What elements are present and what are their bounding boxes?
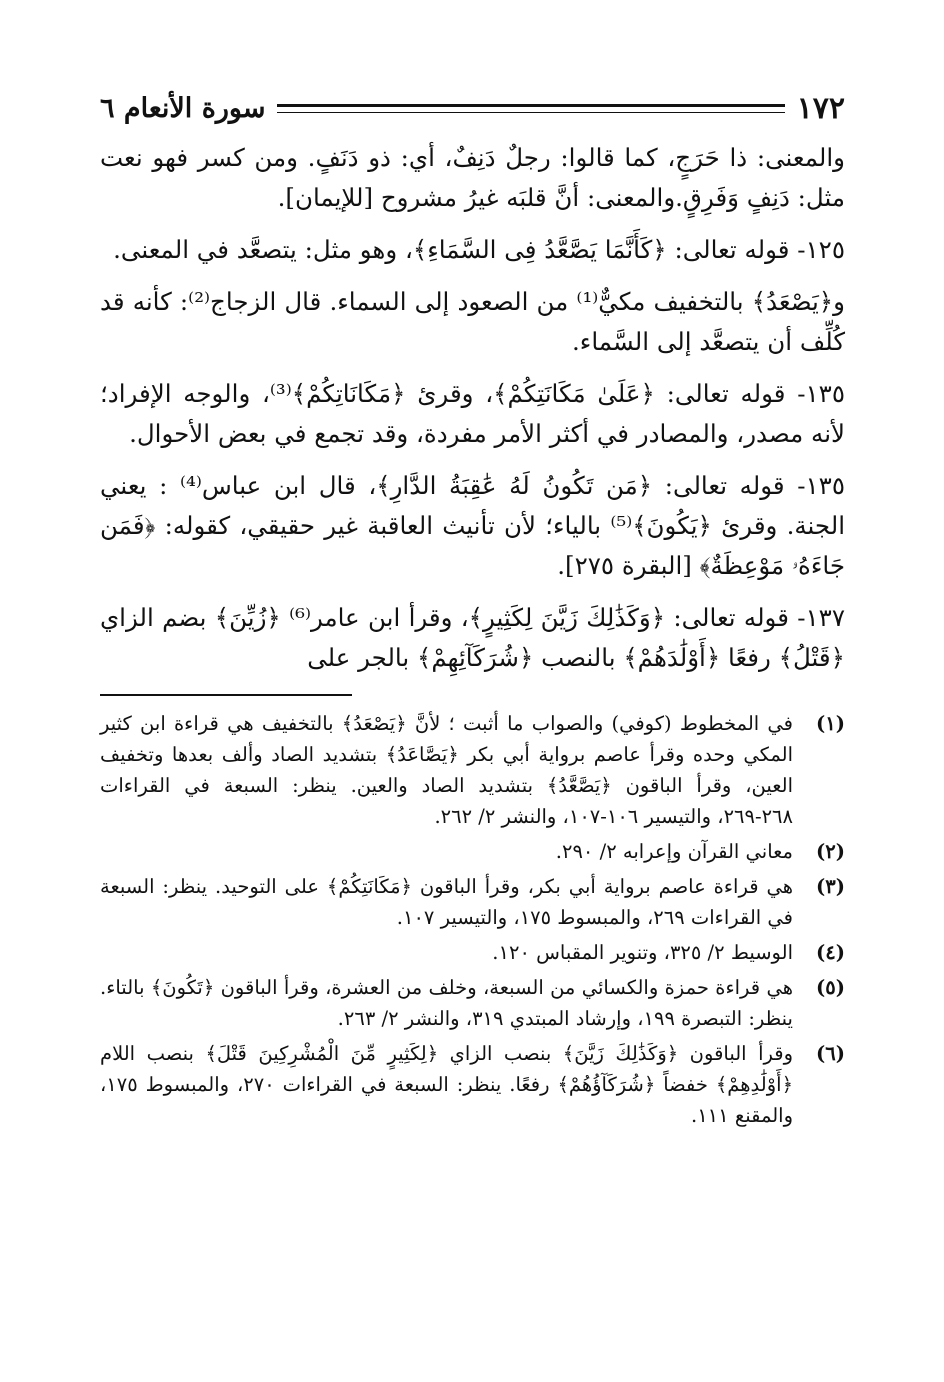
footnote-text: معاني القرآن وإعرابه ٢/ ٢٩٠. bbox=[555, 840, 793, 863]
paragraph: ١٣٥- قوله تعالى: ﴿عَلَىٰ مَكَانَتِكُمْ﴾، وقرئ ﴿مَكَانَاتِكُمْ﴾⁽³⁾، والوجه الإفراد؛ لأنه مصدر، والمصادر في أكثر الأمر مفردة، وقد تجمع في بعض الأحوال. bbox=[100, 379, 845, 448]
footnote bbox=[100, 836, 845, 867]
footnote-text: في المخطوط (كوفي) والصواب ما أثبت ؛ لأنَّ ﴿يَصْعَدُ﴾ بالتخفيف هي قراءة ابن كثير المكي وحده وقرأ عاصم برواية أبي بكر ﴿يَصَّاعَدُ﴾ بتشديد الصاد وألف بعدها وتخفيف العين، وقرأ الباقون ﴿يَصَّعَّدُ﴾ بتشديد الصاد والعين. ينظر: السبعة في القراءات ٢٦٨-٢٦٩، والتيسير ١٠٦-١٠٧، والنشر ٢/ ٢٦٢. bbox=[100, 712, 793, 828]
footnote bbox=[100, 937, 845, 968]
paragraph: و﴿يَصْعَدُ﴾ بالتخفيف مكيٌّ⁽¹⁾ من الصعود إلى السماء. قال الزجاج⁽²⁾: كأنه قد كُلِّف أن يتصعَّد إلى السَّماء. bbox=[100, 287, 845, 356]
paragraph: والمعنى: ذا حَرَجٍ، كما قالوا: رجلٌ دَنِفٌ، أي: ذو دَنَفٍ. ومن كسر فهو نعت مثل: دَنِفٍ وَفَرِقٍ.والمعنى: أنَّ قلبَه غيرُ مشروح [للإيمان]. bbox=[100, 143, 845, 212]
header-rule bbox=[277, 104, 784, 113]
footnote-text: هي قراءة عاصم برواية أبي بكر، وقرأ الباقون ﴿مَكَانَتِكُمْ﴾ على التوحيد. ينظر: السبعة في القراءات ٢٦٩، والمبسوط ١٧٥، والتيسير ١٠٧. bbox=[100, 875, 793, 929]
section-title: سورة الأنعام ٦ bbox=[100, 92, 266, 124]
book-page bbox=[100, 86, 845, 1135]
footnote-text: وقرأ الباقون ﴿وَكَذَٰلِكَ زَيَّنَ﴾ بنصب الزاي ﴿لِكَثِيرٍ مِّنَ الْمُشْرِكِينَ قَتْلَ﴾ بنصب اللام ﴿أَوْلَٰدِهِمْ﴾ خفضاً ﴿شُرَكَآؤُهُمْ﴾ رفعًا. ينظر: السبعة في القراءات ٢٧٠، والمبسوط ١٧٥، والمقنع ١١١. bbox=[100, 1042, 793, 1127]
footnote-mark: (٢) bbox=[816, 840, 845, 863]
footnotes bbox=[100, 708, 845, 1131]
paragraph: ١٢٥- قوله تعالى: ﴿كَأَنَّمَا يَصَّعَّدُ فِى السَّمَاءِ﴾، وهو مثل: يتصعَّد في المعنى. bbox=[113, 235, 845, 264]
footnote bbox=[100, 972, 845, 1034]
footnote-mark: (٥) bbox=[816, 976, 845, 999]
footnote-mark: (٤) bbox=[816, 941, 845, 964]
paragraph: ١٣٧- قوله تعالى: ﴿وَكَذَٰلِكَ زَيَّنَ لِكَثِيرٍ﴾، وقرأ ابن عامر⁽⁶⁾ ﴿زُيِّنَ﴾ بضم الزاي ﴿قَتْلُ﴾ رفعًا ﴿أَوْلَٰدَهُمْ﴾ بالنصب ﴿شُرَكَآئِهِمْ﴾ بالجر على bbox=[100, 603, 845, 672]
footnote bbox=[100, 1038, 845, 1131]
running-head bbox=[100, 86, 845, 130]
paragraph: ١٣٥- قوله تعالى: ﴿مَن تَكُونُ لَهُ عَٰقِبَةُ الدَّارِ﴾، قال ابن عباس⁽⁴⁾ : يعني الجنة. وقرئ ﴿يَكُونَ﴾⁽⁵⁾ بالياء؛ لأن تأنيث العاقبة غير حقيقي، كقوله: ﴿فَمَن جَاءَهُۥ مَوْعِظَةٌ﴾ [البقرة ٢٧٥]. bbox=[100, 471, 845, 580]
page-number: ١٧٢ bbox=[796, 90, 845, 126]
footnote-mark: (٦) bbox=[816, 1042, 845, 1065]
footnote-mark: (٣) bbox=[816, 875, 845, 898]
footnote-text: الوسيط ٢/ ٣٢٥، وتنوير المقباس ١٢٠. bbox=[492, 941, 793, 964]
footnote bbox=[100, 708, 845, 832]
footnote-separator bbox=[100, 694, 352, 696]
footnote-text: هي قراءة حمزة والكسائي من السبعة، وخلف من العشرة، وقرأ الباقون ﴿تَكُونَ﴾ بالتاء. ينظر: التبصرة ١٩٩، وإرشاد المبتدي ٣١٩، والنشر ٢/ ٢٦٣. bbox=[100, 976, 793, 1030]
footnote-mark: (١) bbox=[816, 712, 845, 735]
footnote bbox=[100, 871, 845, 933]
main-text bbox=[100, 138, 845, 678]
